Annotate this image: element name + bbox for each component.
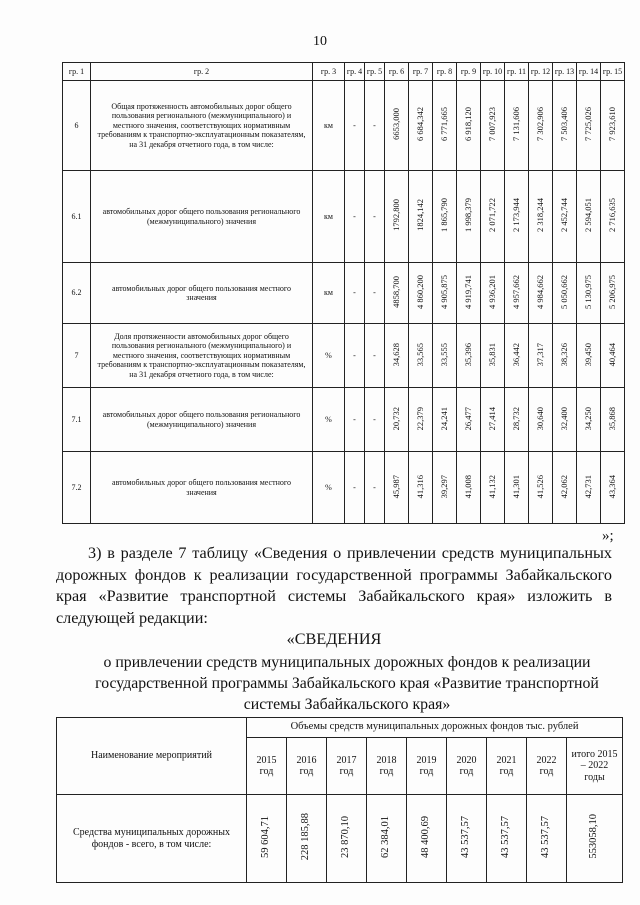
cell-value: 59 604,71 — [260, 815, 272, 858]
cell-value: 34,250 — [583, 406, 594, 430]
cell-value: 34,628 — [391, 342, 402, 366]
cell-value: 7 302,906 — [535, 107, 546, 142]
indicator-name: автомобильных дорог общего пользования местного значения — [91, 452, 313, 524]
year-header: 2018 год — [367, 738, 407, 795]
total-header: итого 2015 – 2022 годы — [567, 738, 623, 795]
row-number: 7.2 — [63, 452, 91, 524]
amendment-paragraph: 3) в разделе 7 таблицу «Сведения о привлечении средств муниципальных дорожных фондов к реализации государственной программы Забайкальского края «Развитие транспортной системы Забайкальского края» изложить в следующей редакции: — [56, 544, 612, 627]
table-row — [63, 263, 625, 324]
row-number: 6.1 — [63, 171, 91, 263]
cell-value: 30,640 — [535, 406, 546, 430]
cell-value: 6 684,342 — [415, 107, 426, 142]
cell-value: 6 771,665 — [439, 107, 450, 142]
cell-value: 45,987 — [391, 474, 402, 498]
year-header: 2017 год — [327, 738, 367, 795]
column-header: гр. 1 — [63, 63, 91, 81]
cell-value: 7 007,923 — [487, 107, 498, 142]
cell-value: 4 957,662 — [511, 274, 522, 309]
row-number: 7 — [63, 324, 91, 388]
cell-value: 40,464 — [607, 342, 618, 366]
indicator-name: Общая протяженность автомобильных дорог общего пользования регионального (межмуниципального) и местного значения, соответствующих нормативным требованиям к транспортно-эксплуатационным показателям, на 31 декабря отчетного года, в том числе: — [91, 81, 313, 171]
section-subtitle: о привлечении средств муниципальных дорожных фондов к реализации государственной программы Забайкальского края «Развитие транспортной системы Забайкальского края» — [95, 654, 599, 713]
year-header: 2021 год — [487, 738, 527, 795]
cell-value: 37,317 — [535, 342, 546, 366]
unit-cell: % — [313, 388, 345, 452]
cell-value: 7 503,406 — [559, 107, 570, 142]
cell-value: 5 130,975 — [583, 274, 594, 309]
indicator-name: автомобильных дорог общего пользования регионального (межмуниципального) значения — [91, 388, 313, 452]
page-number: 10 — [313, 34, 327, 49]
row-number: 6.2 — [63, 263, 91, 324]
year-header: 2022 год — [527, 738, 567, 795]
dash-cell: - — [345, 263, 365, 324]
year-header: 2016 год — [287, 738, 327, 795]
dash-cell: - — [345, 171, 365, 263]
cell-value: 41,132 — [487, 474, 498, 498]
dash-cell: - — [365, 388, 385, 452]
dash-cell: - — [345, 452, 365, 524]
cell-value: 39,450 — [583, 342, 594, 366]
cell-value: 6 918,120 — [463, 107, 474, 142]
cell-value: 1 865,790 — [439, 198, 450, 233]
table-row — [63, 452, 625, 524]
unit-cell: % — [313, 452, 345, 524]
column-header: гр. 12 — [529, 63, 553, 81]
cell-value: 42,731 — [583, 474, 594, 498]
column-header: гр. 15 — [601, 63, 625, 81]
cell-value: 23 870,10 — [340, 815, 352, 858]
column-header: гр. 4 — [345, 63, 365, 81]
column-header: гр. 13 — [553, 63, 577, 81]
dash-cell: - — [345, 324, 365, 388]
cell-value: 35,868 — [607, 406, 618, 430]
cell-value: 2 173,944 — [511, 198, 522, 233]
cell-value: 4 984,662 — [535, 274, 546, 309]
cell-value: 2 594,051 — [583, 198, 594, 233]
cell-value: 62 384,01 — [380, 815, 392, 858]
cell-value: 4 905,875 — [439, 274, 450, 309]
cell-value: 38,326 — [559, 342, 570, 366]
cell-value: 36,442 — [511, 342, 522, 366]
table-row — [63, 171, 625, 263]
column-header: гр. 5 — [365, 63, 385, 81]
dash-cell: - — [345, 81, 365, 171]
table-header-row — [57, 718, 623, 738]
cell-value: 2 716,635 — [607, 198, 618, 233]
cell-value: 33,565 — [415, 342, 426, 366]
cell-value: 1 998,379 — [463, 198, 474, 233]
column-header: гр. 7 — [409, 63, 433, 81]
cell-value: 26,477 — [463, 406, 474, 430]
cell-value: 1824,142 — [415, 199, 426, 232]
cell-value: 7 923,610 — [607, 107, 618, 142]
cell-value: 20,732 — [391, 406, 402, 430]
cell-value: 33,555 — [439, 342, 450, 366]
unit-cell: км — [313, 81, 345, 171]
row-number: 7.1 — [63, 388, 91, 452]
column-header: гр. 9 — [457, 63, 481, 81]
year-header: 2019 год — [407, 738, 447, 795]
cell-value: 43 537,57 — [500, 815, 512, 858]
unit-cell: % — [313, 324, 345, 388]
table-header-row — [63, 63, 625, 81]
cell-value: 39,297 — [439, 474, 450, 498]
cell-value: 4 860,200 — [415, 274, 426, 309]
cell-value: 42,062 — [559, 474, 570, 498]
cell-value: 24,241 — [439, 406, 450, 430]
cell-value: 2 452,744 — [559, 198, 570, 233]
cell-value: 7 131,606 — [511, 107, 522, 142]
table-row — [63, 81, 625, 171]
cell-value: 43 537,57 — [540, 815, 552, 858]
table-row — [63, 388, 625, 452]
cell-value: 43 537,57 — [460, 815, 472, 858]
cell-value: 553058,10 — [588, 814, 600, 860]
indicator-name: Доля протяженности автомобильных дорог общего пользования регионального (межмуниципального) и местного значения, соответствующих нормативным требованиям к транспортно-эксплуатационным показателям, на 31 декабря отчетного года, в том числе: — [91, 324, 313, 388]
cell-value: 2 318,244 — [535, 198, 546, 233]
cell-value: 7 725,026 — [583, 107, 594, 142]
cell-value: 5 206,975 — [607, 274, 618, 309]
dash-cell: - — [365, 452, 385, 524]
column-header: гр. 10 — [481, 63, 505, 81]
cell-value: 41,301 — [511, 474, 522, 498]
cell-value: 41,316 — [415, 474, 426, 498]
section-title: «СВЕДЕНИЯ — [286, 630, 382, 648]
unit-cell: км — [313, 263, 345, 324]
cell-value: 28,732 — [511, 406, 522, 430]
column-header: гр. 6 — [385, 63, 409, 81]
cell-value: 4 919,741 — [463, 274, 474, 309]
cell-value: 5 050,662 — [559, 274, 570, 309]
dash-cell: - — [365, 324, 385, 388]
cell-value: 2 071,722 — [487, 198, 498, 233]
cell-value: 6653,000 — [391, 108, 402, 141]
dash-cell: - — [345, 388, 365, 452]
column-header: гр. 8 — [433, 63, 457, 81]
dash-cell: - — [365, 263, 385, 324]
table-row — [63, 324, 625, 388]
indicator-name: автомобильных дорог общего пользования регионального (межмуниципального) значения — [91, 171, 313, 263]
cell-value: 43,364 — [607, 474, 618, 498]
row-number: 6 — [63, 81, 91, 171]
funds-table — [56, 717, 623, 883]
table-row — [57, 795, 623, 883]
cell-value: 4858,700 — [391, 275, 402, 308]
dash-cell: - — [365, 171, 385, 263]
cell-value: 228 185,88 — [300, 813, 312, 861]
cell-value: 41,526 — [535, 474, 546, 498]
name-column-header: Наименование мероприятий — [57, 718, 247, 795]
row-name: Средства муниципальных дорожных фондов - всего, в том числе: — [57, 795, 247, 883]
cell-value: 27,414 — [487, 406, 498, 430]
unit-cell: км — [313, 171, 345, 263]
indicator-name: автомобильных дорог общего пользования местного значения — [91, 263, 313, 324]
cell-value: 32,400 — [559, 406, 570, 430]
column-header: гр. 3 — [313, 63, 345, 81]
cell-value: 35,396 — [463, 342, 474, 366]
column-header: гр. 2 — [91, 63, 313, 81]
cell-value: 22,379 — [415, 406, 426, 430]
column-header: гр. 14 — [577, 63, 601, 81]
dash-cell: - — [365, 81, 385, 171]
year-header: 2015 год — [247, 738, 287, 795]
cell-value: 1792,800 — [391, 199, 402, 232]
cell-value: 4 936,201 — [487, 274, 498, 309]
cell-value: 41,008 — [463, 474, 474, 498]
cell-value: 35,831 — [487, 342, 498, 366]
indicators-table — [62, 62, 625, 524]
column-header: гр. 11 — [505, 63, 529, 81]
closing-quote: »; — [602, 528, 614, 544]
cell-value: 48 400,69 — [420, 815, 432, 858]
year-header: 2020 год — [447, 738, 487, 795]
volumes-header: Объемы средств муниципальных дорожных фондов тыс. рублей — [247, 718, 623, 738]
